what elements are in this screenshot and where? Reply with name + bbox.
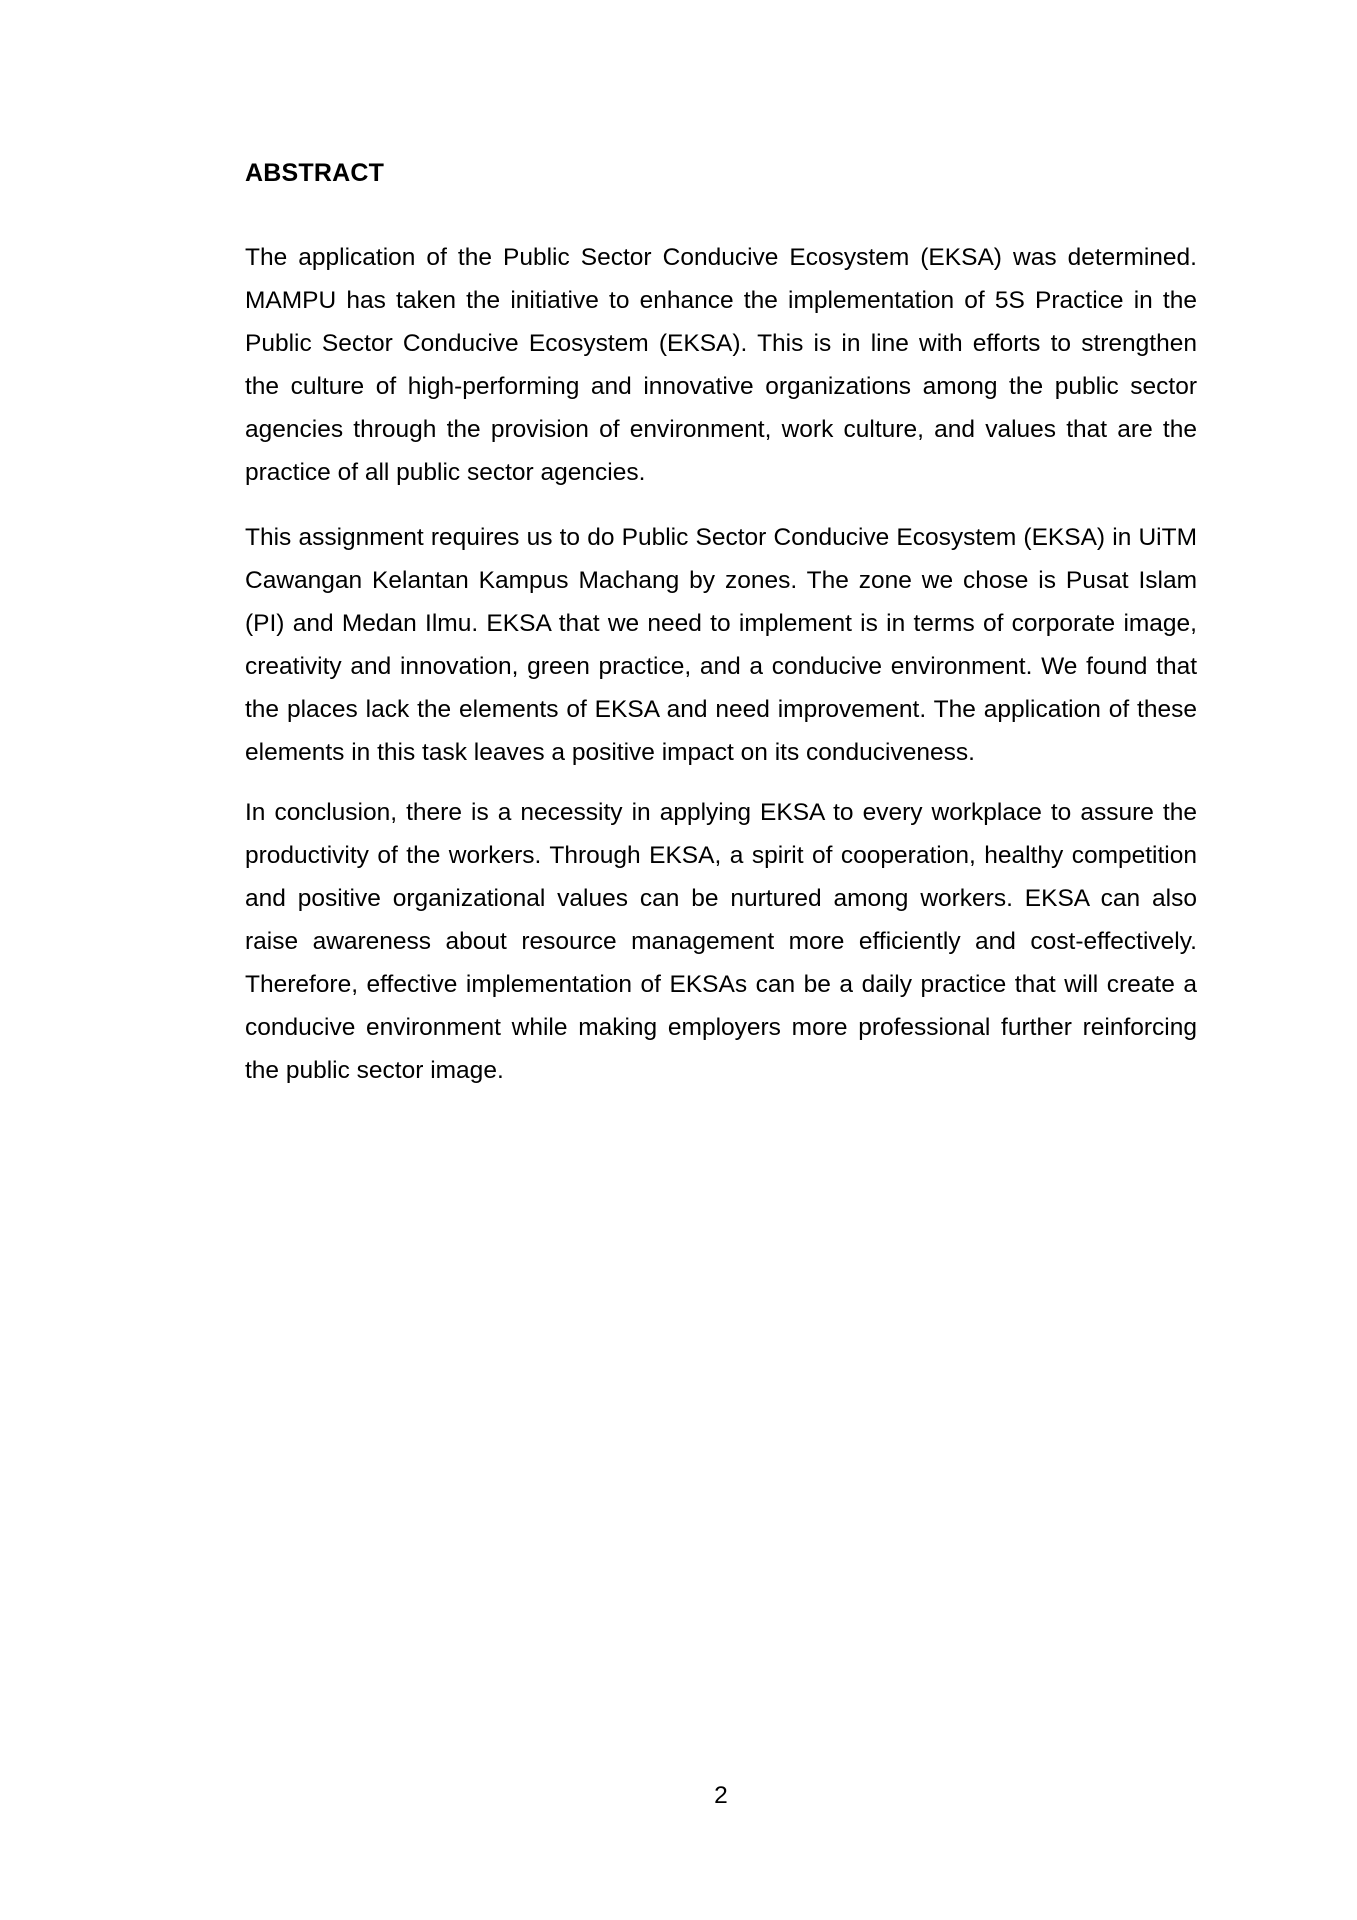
text-line: elements in this task leaves a positive impact on its conduciveness. [245,739,975,766]
text-line: Cawangan Kelantan Kampus Machang by zones. The zone we chose is Pusat Islam [245,567,1197,594]
text-line: the culture of high-performing and innovative organizations among the public sector [245,373,1197,400]
text-line: creativity and innovation, green practice, and a conducive environment. We found that [245,653,1197,680]
text-line: raise awareness about resource management more efficiently and cost-effectively. [245,928,1197,955]
abstract-paragraph-2 [245,516,1197,774]
text-line: MAMPU has taken the initiative to enhance the implementation of 5S Practice in the [245,287,1197,314]
text-line: the places lack the elements of EKSA and need improvement. The application of these [245,696,1197,723]
text-line: the public sector image. [245,1057,504,1084]
text-line: (PI) and Medan Ilmu. EKSA that we need to implement is in terms of corporate image, [245,610,1197,637]
text-line: In conclusion, there is a necessity in applying EKSA to every workplace to assure the [245,799,1197,826]
text-line: This assignment requires us to do Public Sector Conducive Ecosystem (EKSA) in UiTM [245,524,1197,551]
page-number: 2 [714,1782,728,1809]
text-line: Public Sector Conducive Ecosystem (EKSA). This is in line with efforts to strengthen [245,330,1197,357]
text-line: and positive organizational values can be nurtured among workers. EKSA can also [245,885,1197,912]
text-line: practice of all public sector agencies. [245,459,646,486]
text-line: conducive environment while making employers more professional further reinforcing [245,1014,1197,1041]
abstract-heading: ABSTRACT [245,159,385,187]
text-line: The application of the Public Sector Conducive Ecosystem (EKSA) was determined. [245,244,1197,271]
text-line: Therefore, effective implementation of EKSAs can be a daily practice that will create a [245,971,1197,998]
abstract-paragraph-3 [245,791,1197,1092]
text-line: agencies through the provision of environment, work culture, and values that are the [245,416,1197,443]
text-line: productivity of the workers. Through EKSA, a spirit of cooperation, healthy competition [245,842,1197,869]
abstract-paragraph-1 [245,236,1197,494]
